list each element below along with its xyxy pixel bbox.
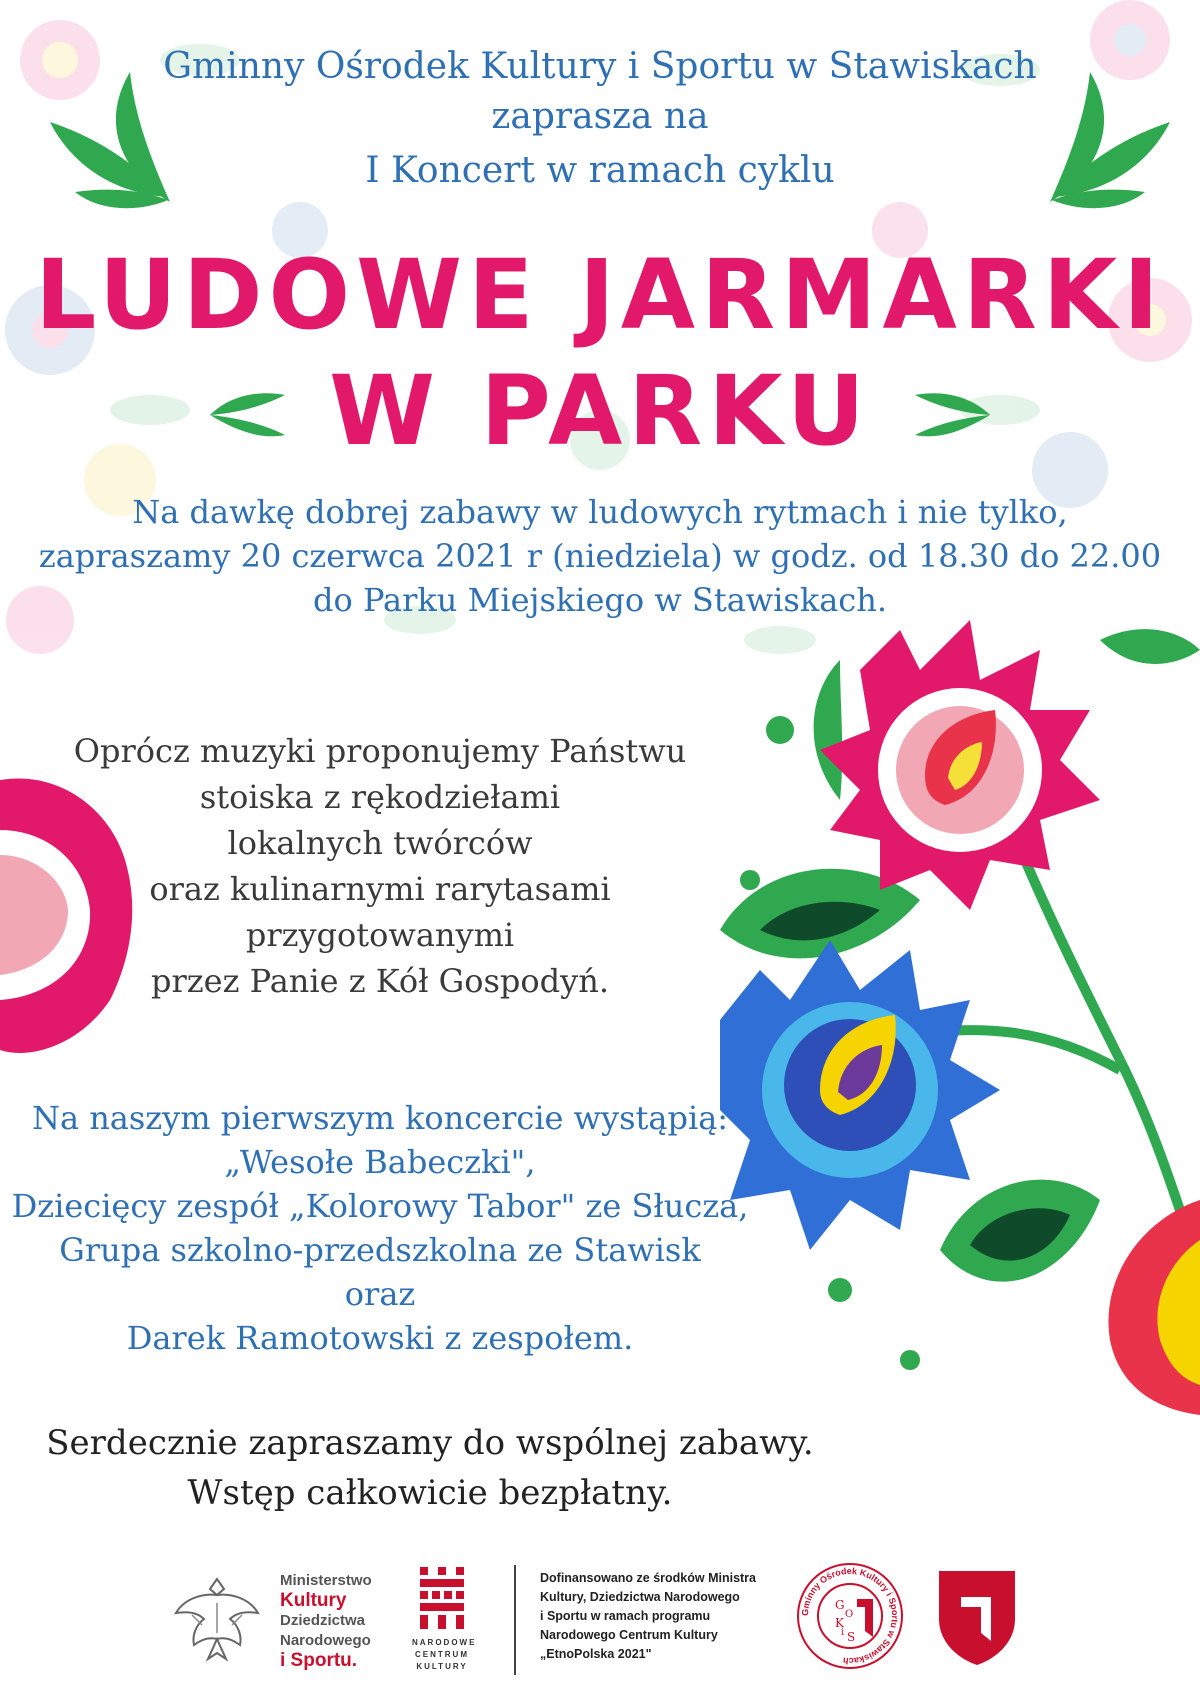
funding-line: Dofinansowano ze środków Ministra	[540, 1571, 756, 1585]
goksis-ring-text: Gminny Ośrodek Kultury i Sportu w Stawiskach	[799, 1565, 901, 1667]
event-details-line: do Parku Miejskiego w Stawiskach.	[313, 581, 887, 619]
organizer-line: Gminny Ośrodek Kultury i Sportu w Stawiskach	[163, 46, 1037, 87]
performers-line: Darek Ramotowski z zespołem.	[126, 1319, 634, 1357]
page-title: LUDOWE JARMARKI	[35, 239, 1165, 351]
nck-line: KULTURY	[416, 1662, 468, 1671]
ministry-line: Ministerstwo	[280, 1572, 372, 1589]
ministry-line: Kultury	[280, 1590, 347, 1611]
performers-line: oraz	[344, 1275, 416, 1313]
nck-line: NARODOWE	[412, 1638, 477, 1647]
closing-line: Wstęp całkowicie bezpłatny.	[187, 1473, 673, 1513]
funding-line: „EtnoPolska 2021"	[540, 1647, 652, 1661]
nck-line: CENTRUM	[415, 1650, 469, 1659]
event-details-line: zapraszamy 20 czerwca 2021 r (niedziela) w godz. od 18.30 do 22.00	[38, 537, 1162, 575]
eagle-emblem-icon	[172, 1573, 262, 1667]
performers-line: Dziecięcy zespół „Kolorowy Tabor" ze Słucza,	[11, 1187, 749, 1225]
funding-line: i Sportu w ramach programu	[540, 1609, 711, 1623]
offer-line: Oprócz muzyki proponujemy Państwu	[73, 732, 687, 770]
nck-castle-icon	[418, 1565, 466, 1631]
performers-section	[0, 1096, 760, 1360]
invite-line: zaprasza na	[491, 96, 709, 137]
ministry-logo-text	[280, 1571, 372, 1671]
ministry-line: Narodowego	[280, 1632, 371, 1649]
goksis-letter: O	[845, 1609, 854, 1620]
goksis-seal-icon	[795, 1561, 905, 1671]
ministry-line: Dziedzictwa	[280, 1612, 366, 1629]
goksis-letter: K	[835, 1616, 844, 1630]
page-title-second-line: W PARKU	[329, 355, 871, 467]
offer-section	[20, 728, 740, 1004]
offer-line: przygotowanymi	[245, 916, 515, 954]
funding-line: Narodowego Centrum Kultury	[540, 1628, 718, 1642]
offer-line: stoiska z rękodziełami	[199, 778, 561, 816]
funding-line: Kultury, Dziedzictwa Narodowego	[540, 1590, 740, 1604]
performers-line: „Wesołe Babeczki",	[224, 1143, 536, 1181]
offer-line: lokalnych twórców	[227, 824, 533, 862]
goksis-letter: G	[835, 1598, 845, 1612]
offer-line: przez Panie z Kół Gospodyń.	[151, 962, 609, 1000]
goksis-letter: i	[841, 1627, 845, 1638]
performers-line: Grupa szkolno-przedszkolna ze Stawisk	[59, 1231, 701, 1269]
sponsor-footer	[0, 1545, 1200, 1695]
town-crest-icon	[935, 1567, 1019, 1667]
nck-logo-text	[412, 1637, 477, 1673]
footer-divider	[514, 1565, 516, 1675]
offer-line: oraz kulinarnymi rarytasami	[149, 870, 611, 908]
funding-note	[540, 1569, 780, 1664]
closing-line: Serdecznie zapraszamy do wspólnej zabawy.	[46, 1423, 814, 1463]
performers-line: Na naszym pierwszym koncercie wystąpią:	[31, 1099, 729, 1137]
closing-section	[0, 1418, 860, 1518]
flower-icon	[720, 600, 1200, 1420]
event-details-line: Na dawkę dobrej zabawy w ludowych rytmach i nie tylko,	[132, 493, 1068, 531]
goksis-letter: S	[847, 1630, 856, 1644]
concert-line: I Koncert w ramach cyklu	[365, 150, 835, 191]
ministry-line: i Sportu.	[280, 1650, 358, 1671]
